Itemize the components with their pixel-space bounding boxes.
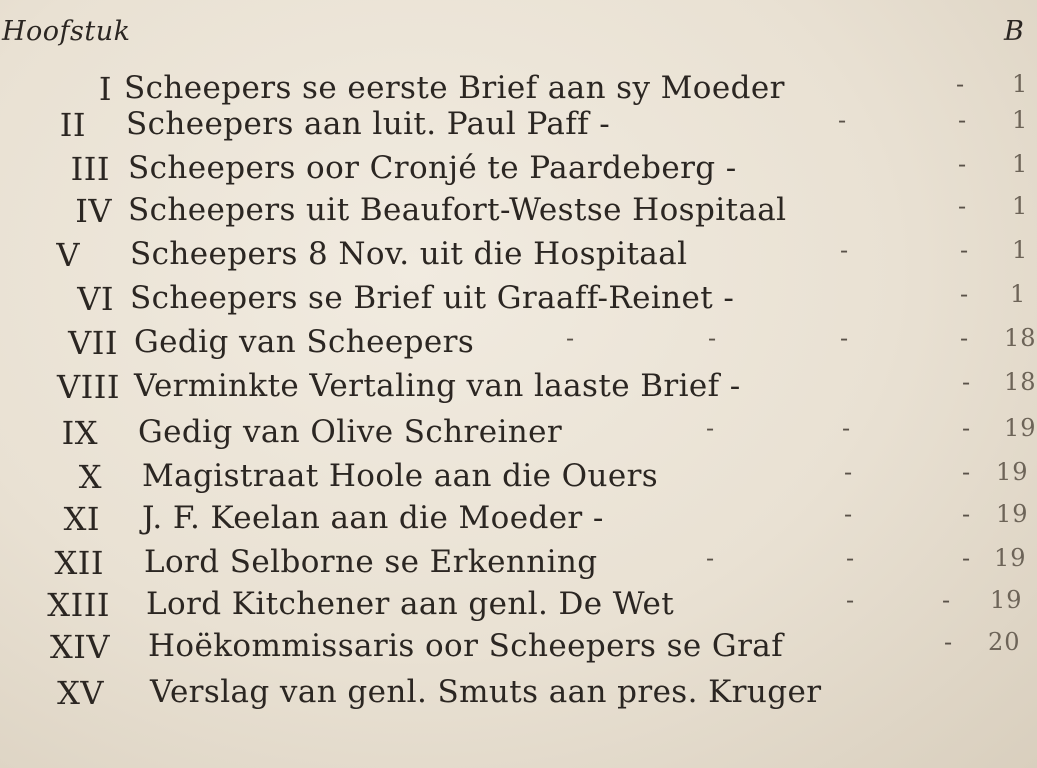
chapter-number: VII [68,324,118,362]
leader-dash: - [958,192,967,220]
leader-dash: - [960,324,969,352]
page-number: 1 [1010,280,1027,308]
page-number: 1 [1012,236,1029,264]
leader-dash: - [838,106,847,134]
header-left: Hoofstuk [2,16,131,47]
leader-dash: - [846,544,855,572]
leader-dash: - [962,458,971,486]
toc-row [0,458,1029,500]
page-number: 18 [1004,368,1037,396]
leader-dash: - [706,414,715,442]
chapter-number: III [70,150,110,188]
page-number: 1 [1012,192,1029,220]
chapter-title: Gedig van Scheepers [134,324,475,360]
chapter-title: Scheepers se eerste Brief aan sy Moeder [124,70,785,106]
leader-dash: - [958,106,967,134]
toc-row [0,324,1037,366]
toc-row [0,500,1029,542]
toc-row [0,192,1029,234]
toc-row [0,414,1037,456]
chapter-title: Magistraat Hoole aan die Ouers [142,458,659,494]
chapter-number: XIV [49,628,110,666]
chapter-title: Lord Selborne se Erkenning [144,544,598,580]
page-number: 19 [996,458,1029,486]
page-number: 1 [1012,106,1029,134]
toc-row [0,280,1027,322]
leader-dash: - [962,368,971,396]
chapter-number: V [56,236,80,274]
leader-dash: - [708,324,717,352]
chapter-number: X [78,458,102,496]
page-number: 19 [996,500,1029,528]
chapter-title: Scheepers aan luit. Paul Paff - [126,106,611,142]
leader-dash: - [962,414,971,442]
toc-row [0,674,1024,716]
chapter-title: Gedig van Olive Schreiner [138,414,563,450]
leader-dash: - [942,586,951,614]
leader-dash: - [566,324,575,352]
page-number: 1 [1012,150,1029,178]
leader-dash: - [944,628,953,656]
chapter-title: Scheepers oor Cronjé te Paardeberg - [128,150,737,186]
leader-dash: - [962,500,971,528]
leader-dash: - [846,586,855,614]
leader-dash: - [962,544,971,572]
chapter-number: XI [63,500,100,538]
leader-dash: - [960,280,969,308]
page-number: 20 [988,628,1021,656]
header-right: B [1004,16,1024,47]
chapter-title: Hoëkommissaris oor Scheepers se Graf [148,628,784,664]
leader-dash: - [842,414,851,442]
toc-row [0,106,1029,148]
leader-dash: - [844,500,853,528]
leader-dash: - [840,324,849,352]
leader-dash: - [960,236,969,264]
chapter-number: IV [75,192,112,230]
chapter-number: IX [61,414,98,452]
toc-row [0,150,1029,192]
chapter-number: I [98,70,112,108]
page-number: 18 [1004,324,1037,352]
toc-row [0,544,1027,586]
chapter-number: VIII [56,368,120,406]
leader-dash: - [840,236,849,264]
toc-row [0,628,1024,670]
chapter-title: Scheepers 8 Nov. uit die Hospitaal [130,236,688,272]
page-number: 19 [990,586,1023,614]
leader-dash: - [956,70,965,98]
chapter-title: J. F. Keelan aan die Moeder - [142,500,604,536]
page-number: 19 [1004,414,1037,442]
chapter-number: XV [57,674,104,712]
chapter-title: Verslag van genl. Smuts aan pres. Kruger [150,674,822,710]
page-number: 19 [994,544,1027,572]
chapter-title: Scheepers se Brief uit Graaff-Reinet - [130,280,735,316]
page-number: 1 [1012,70,1029,98]
leader-dash: - [844,458,853,486]
leader-dash: - [958,150,967,178]
leader-dash: - [706,544,715,572]
chapter-number: VI [77,280,114,318]
chapter-number: II [59,106,86,144]
toc-row [0,368,1037,410]
chapter-title: Verminkte Vertaling van laaste Brief - [134,368,741,404]
toc-row [0,236,1029,278]
chapter-title: Scheepers uit Beaufort-Westse Hospitaal [128,192,787,228]
chapter-number: XIII [47,586,110,624]
toc-row [0,586,1024,628]
chapter-title: Lord Kitchener aan genl. De Wet [146,586,675,622]
chapter-number: XII [54,544,104,582]
